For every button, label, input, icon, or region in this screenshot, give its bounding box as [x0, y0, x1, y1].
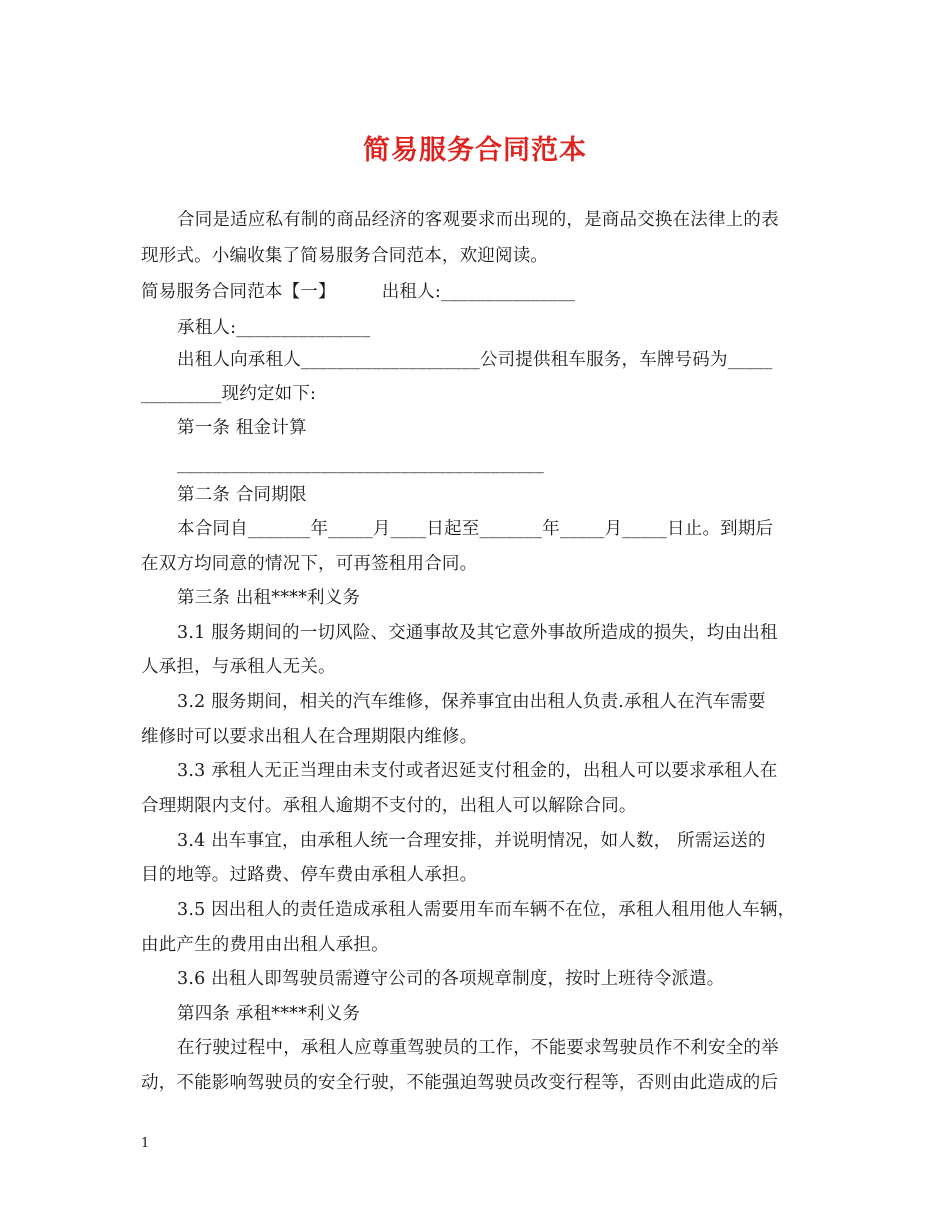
- paragraph-line: 合理期限内支付。承租人逾期不支付的，出租人可以解除合同。: [141, 796, 637, 816]
- paragraph-line: 本合同自_______年_____月____日起至_______年_____月_____日止。到期后: [177, 519, 774, 539]
- paragraph-line: 3.5 因出租人的责任造成承租人需要用车而车辆不在位，承租人租用他人车辆，: [177, 900, 796, 920]
- section-heading: 第三条 出租****利义务: [177, 588, 361, 608]
- paragraph-line: 3.1 服务期间的一切风险、交通事故及其它意外事故所造成的损失，均由出租: [177, 623, 778, 643]
- paragraph-line: 出租人向承租人____________________公司提供租车服务，车牌号码为_____: [177, 350, 773, 370]
- blank-line: _________________________________________: [177, 454, 544, 474]
- paragraph-line: 人承担，与承租人无关。: [141, 657, 336, 677]
- paragraph-line: 由此产生的费用由出租人承担。: [141, 935, 389, 955]
- paragraph-line: 目的地等。过路费、停车费由承租人承担。: [141, 865, 478, 885]
- paragraph-line: 在双方均同意的情况下，可再签租用合同。: [141, 554, 478, 574]
- paragraph-line: 3.4 出车事宜，由承租人统一合理安排，并说明情况，如人数， 所需运送的: [177, 831, 766, 851]
- paragraph-line: 3.2 服务期间，相关的汽车维修，保养事宜由出租人负责.承租人在汽车需要: [177, 692, 766, 712]
- section-heading: 第一条 租金计算: [177, 418, 307, 438]
- paragraph-line: 合同是适应私有制的商品经济的客观要求而出现的，是商品交换在法律上的表: [177, 210, 779, 230]
- section-heading: 第四条 承租****利义务: [177, 1004, 361, 1024]
- paragraph-line: 承租人:_______________: [177, 318, 371, 338]
- paragraph-line: 现形式。小编收集了简易服务合同范本，欢迎阅读。: [141, 246, 549, 266]
- paragraph-line: 维修时可以要求出租人在合理期限内维修。: [141, 727, 478, 747]
- document-title: 简易服务合同范本: [363, 135, 587, 166]
- paragraph-line: 3.3 承租人无正当理由未支付或者迟延支付租金的，出租人可以要求承租人在: [177, 761, 778, 781]
- paragraph-line: 3.6 出租人即驾驶员需遵守公司的各项规章制度，按时上班待令派遣。: [177, 969, 725, 989]
- page-number: 1: [141, 1136, 150, 1151]
- paragraph-line: _________现约定如下:: [141, 384, 317, 404]
- section-heading: 第二条 合同期限: [177, 485, 307, 505]
- paragraph-line: 简易服务合同范本【一】 出租人:_______________: [141, 282, 576, 302]
- paragraph-line: 在行驶过程中，承租人应尊重驾驶员的工作，不能要求驾驶员作不利安全的举: [177, 1038, 779, 1058]
- paragraph-line: 动，不能影响驾驶员的安全行驶，不能强迫驾驶员改变行程等，否则由此造成的后: [141, 1073, 779, 1093]
